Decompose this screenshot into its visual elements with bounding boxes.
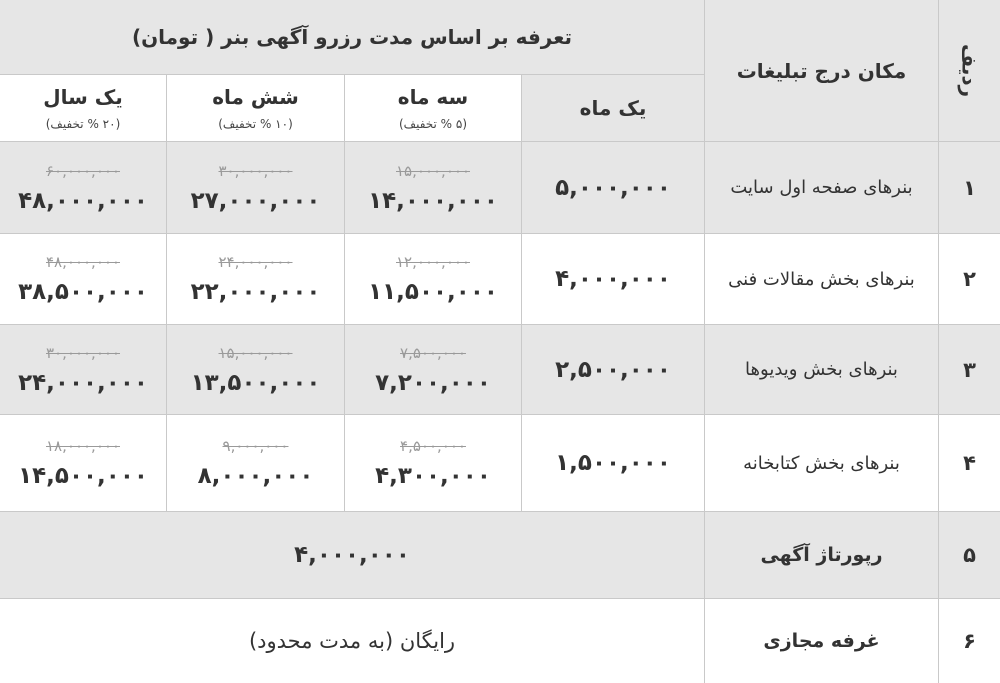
row-index-cell: [939, 599, 1000, 683]
one-year-header: یک سال: [43, 85, 123, 109]
six-month-old-price: ۱۵,۰۰۰,۰۰۰: [218, 343, 293, 362]
row-index-cell: [939, 512, 1000, 599]
row-index: ۴: [963, 451, 976, 475]
three-month-new-price: ۴,۳۰۰,۰۰۰: [375, 463, 491, 489]
reportage-place: رپورتاژ آگهی: [760, 544, 883, 566]
three-month-price-cell: [345, 142, 522, 234]
row-place-cell: [705, 142, 939, 234]
one-month-price-cell: [522, 142, 705, 234]
header-one-year-cell: [0, 75, 167, 142]
tariff-title: تعرفه بر اساس مدت رزرو آگهی بنر ( تومان): [131, 25, 573, 49]
booth-place: غرفه مجازی: [763, 630, 880, 652]
three-month-price-cell: [345, 325, 522, 415]
row-index-cell: [939, 142, 1000, 234]
six-month-header: شش ماه: [212, 85, 299, 109]
row-place-cell: [705, 234, 939, 325]
reportage-price: ۴,۰۰۰,۰۰۰: [294, 542, 410, 568]
header-one-month-cell: [522, 75, 705, 142]
booth-price-cell: [0, 599, 705, 683]
reportage-price-cell: [0, 512, 705, 599]
six-month-price-cell: [167, 415, 345, 512]
one-month-price: ۱,۵۰۰,۰۰۰: [555, 450, 671, 476]
row-index-cell: [939, 415, 1000, 512]
header-row-label-cell: [939, 0, 1000, 142]
one-year-price-cell: [0, 142, 167, 234]
three-month-old-price: ۱۲,۰۰۰,۰۰۰: [396, 253, 470, 271]
one-year-price-cell: [0, 234, 167, 325]
row-place-cell: [705, 325, 939, 415]
header-place-cell: [705, 0, 939, 142]
six-month-price-cell: [167, 142, 345, 234]
one-year-old-price: ۴۸,۰۰۰,۰۰۰: [46, 253, 120, 271]
three-month-new-price: ۱۴,۰۰۰,۰۰۰: [368, 187, 498, 214]
row-place: بنرهای بخش ویدیوها: [745, 359, 898, 380]
row-number-header: ردیف: [957, 43, 982, 98]
six-month-price-cell: [167, 325, 345, 415]
place-header: مکان درج تبلیغات: [736, 58, 907, 83]
one-month-price-cell: [522, 415, 705, 512]
one-month-price-cell: [522, 234, 705, 325]
one-year-new-price: ۴۸,۰۰۰,۰۰۰: [18, 187, 148, 214]
one-year-price-cell: [0, 325, 167, 415]
six-month-new-price: ۱۳,۵۰۰,۰۰۰: [190, 369, 321, 396]
one-year-new-price: ۱۴,۵۰۰,۰۰۰: [18, 463, 148, 489]
three-month-new-price: ۷,۲۰۰,۰۰۰: [375, 369, 491, 396]
row-place-cell: [705, 512, 939, 599]
six-month-new-price: ۲۷,۰۰۰,۰۰۰: [190, 187, 321, 214]
three-month-old-price: ۱۵,۰۰۰,۰۰۰: [396, 161, 470, 180]
one-year-new-price: ۲۴,۰۰۰,۰۰۰: [18, 369, 148, 396]
row-index: ۵: [963, 543, 976, 567]
booth-price: رایگان (به مدت محدود): [248, 629, 456, 653]
row-place-cell: [705, 599, 939, 683]
row-place: بنرهای صفحه اول سایت: [730, 177, 913, 198]
one-year-new-price: ۳۸,۵۰۰,۰۰۰: [18, 279, 148, 305]
one-year-price-cell: [0, 415, 167, 512]
six-month-new-price: ۸,۰۰۰,۰۰۰: [197, 463, 314, 489]
six-month-discount: (۱۰ % تخفیف): [218, 117, 293, 131]
six-month-new-price: ۲۲,۰۰۰,۰۰۰: [190, 279, 321, 305]
six-month-old-price: ۲۴,۰۰۰,۰۰۰: [218, 253, 293, 271]
row-place: بنرهای بخش کتابخانه: [743, 452, 900, 474]
header-tariff-cell: [0, 0, 705, 75]
row-index-cell: [939, 325, 1000, 415]
one-month-price: ۲,۵۰۰,۰۰۰: [555, 356, 671, 383]
three-month-old-price: ۴,۵۰۰,۰۰۰: [400, 437, 466, 455]
header-six-month-cell: [167, 75, 345, 142]
three-month-discount: (۵ % تخفیف): [398, 117, 468, 131]
row-index-cell: [939, 234, 1000, 325]
three-month-header: سه ماه: [397, 85, 469, 109]
one-year-old-price: ۳۰,۰۰۰,۰۰۰: [46, 343, 120, 362]
row-index: ۱: [963, 175, 976, 200]
row-place-cell: [705, 415, 939, 512]
one-month-price-cell: [522, 325, 705, 415]
row-index: ۲: [963, 267, 976, 291]
three-month-old-price: ۷,۵۰۰,۰۰۰: [400, 343, 466, 362]
three-month-new-price: ۱۱,۵۰۰,۰۰۰: [368, 279, 498, 305]
one-month-price: ۵,۰۰۰,۰۰۰: [555, 174, 671, 201]
one-year-discount: (۲۰ % تخفیف): [45, 117, 121, 131]
header-three-month-cell: [345, 75, 522, 142]
six-month-old-price: ۳۰,۰۰۰,۰۰۰: [218, 161, 293, 180]
one-year-old-price: ۶۰,۰۰۰,۰۰۰: [46, 161, 120, 180]
six-month-old-price: ۹,۰۰۰,۰۰۰: [222, 437, 289, 455]
row-index: ۳: [963, 357, 976, 382]
six-month-price-cell: [167, 234, 345, 325]
one-month-header: یک ماه: [579, 96, 647, 120]
one-year-old-price: ۱۸,۰۰۰,۰۰۰: [46, 437, 120, 455]
one-month-price: ۴,۰۰۰,۰۰۰: [555, 266, 671, 292]
row-place: بنرهای بخش مقالات فنی: [728, 268, 915, 290]
row-index: ۶: [963, 629, 976, 653]
three-month-price-cell: [345, 415, 522, 512]
three-month-price-cell: [345, 234, 522, 325]
